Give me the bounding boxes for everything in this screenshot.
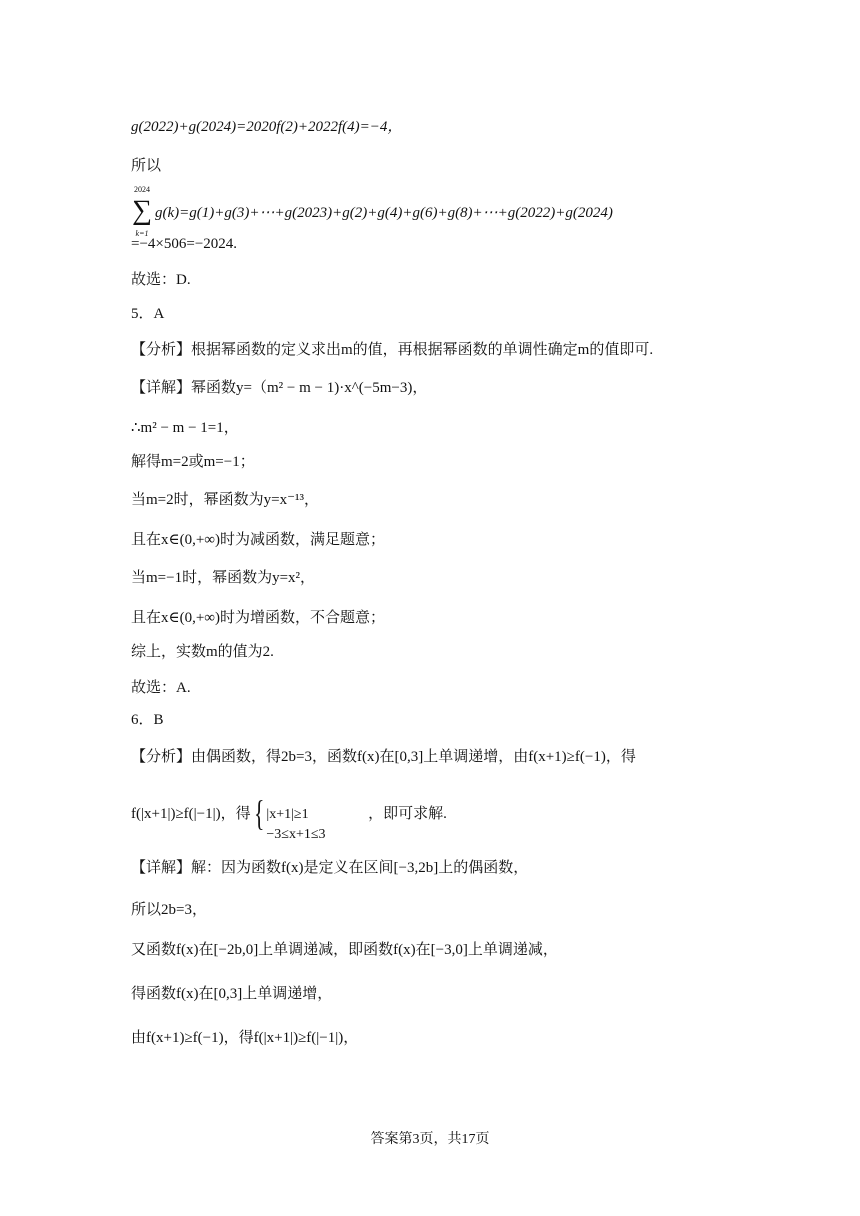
answer-line-d: 故选：D. [131, 272, 191, 288]
text-decreasing-interval: 又函数f(x)在[−2b,0]上单调递减，即函数f(x)在[−3,0]上单调递减， [131, 942, 558, 958]
summation-sigma: ∑ [132, 195, 152, 226]
question-6-header: 6．B [131, 712, 164, 728]
detail-text: 幂函数y=（m² − m − 1)·x^(−5m−3)， [191, 380, 428, 396]
analysis-5 [131, 340, 653, 360]
equation-m-squared: ∴m² − m − 1=1， [131, 420, 239, 436]
analysis-label: 【分析】 [131, 342, 192, 358]
detail-label: 【详解】 [131, 860, 192, 876]
text-case-m-neg1: 当m=−1时，幂函数为y=x²， [131, 570, 316, 586]
summation-lower-limit: k=1 [135, 229, 149, 238]
text-case-m2: 当m=2时，幂函数为y=x⁻¹³， [131, 492, 319, 508]
case-line-1: |x+1|≥1 [266, 806, 309, 822]
summation-upper-limit: 2024 [134, 185, 150, 194]
text-suoyi: 所以 [131, 158, 162, 174]
analysis-text: 由偶函数，得2b=3，函数f(x)在[0,3]上单调递增，由f(x+1)≥f(−1)，得 [191, 749, 636, 765]
detail-5 [131, 378, 427, 398]
text-inequality-transform: 由f(x+1)≥f(−1)，得f(|x+1|)≥f(|−1|)， [131, 1030, 359, 1046]
text-conclusion: 综上，实数m的值为2. [131, 644, 274, 660]
text-increasing-interval: 得函数f(x)在[0,3]上单调递增， [131, 986, 333, 1002]
equation-result: =−4×506=−2024. [131, 236, 238, 252]
analysis-6 [131, 747, 636, 767]
left-brace-icon: { [254, 792, 265, 833]
analysis-text: 根据幂函数的定义求出m的值，再根据幂函数的单调性确定m的值即可. [191, 342, 654, 358]
question-5-header: 5．A [131, 306, 165, 322]
equation-g2022-g2024: g(2022)+g(2024)=2020f(2)+2022f(4)=−4， [131, 119, 403, 135]
answer-line-a: 故选：A. [131, 680, 191, 696]
text-decreasing: 且在x∈(0,+∞)时为减函数，满足题意； [131, 532, 385, 548]
page-footer: 答案第3页，共17页 [370, 1132, 490, 1147]
summation-expression: g(k)=g(1)+g(3)+⋯+g(2023)+g(2)+g(4)+g(6)+g(8)+⋯+g(2022)+g(2024) [155, 205, 613, 221]
detail-text: 解：因为函数f(x)是定义在区间[−3,2b]上的偶函数， [191, 860, 529, 876]
text-increasing: 且在x∈(0,+∞)时为增函数，不合题意； [131, 610, 385, 626]
detail-6 [131, 858, 528, 878]
detail-label: 【详解】 [131, 380, 192, 396]
inequality-tail: ，即可求解. [368, 806, 447, 822]
case-line-2: −3≤x+1≤3 [266, 826, 326, 842]
text-2b-eq-3: 所以2b=3， [131, 902, 207, 918]
analysis-label: 【分析】 [131, 749, 192, 765]
text-solve-m: 解得m=2或m=−1； [131, 454, 255, 470]
inequality-lead: f(|x+1|)≥f(|−1|)，得 [131, 806, 251, 822]
inequality-system-line [131, 792, 447, 842]
summation-symbol [131, 186, 153, 238]
case-system [254, 792, 364, 842]
